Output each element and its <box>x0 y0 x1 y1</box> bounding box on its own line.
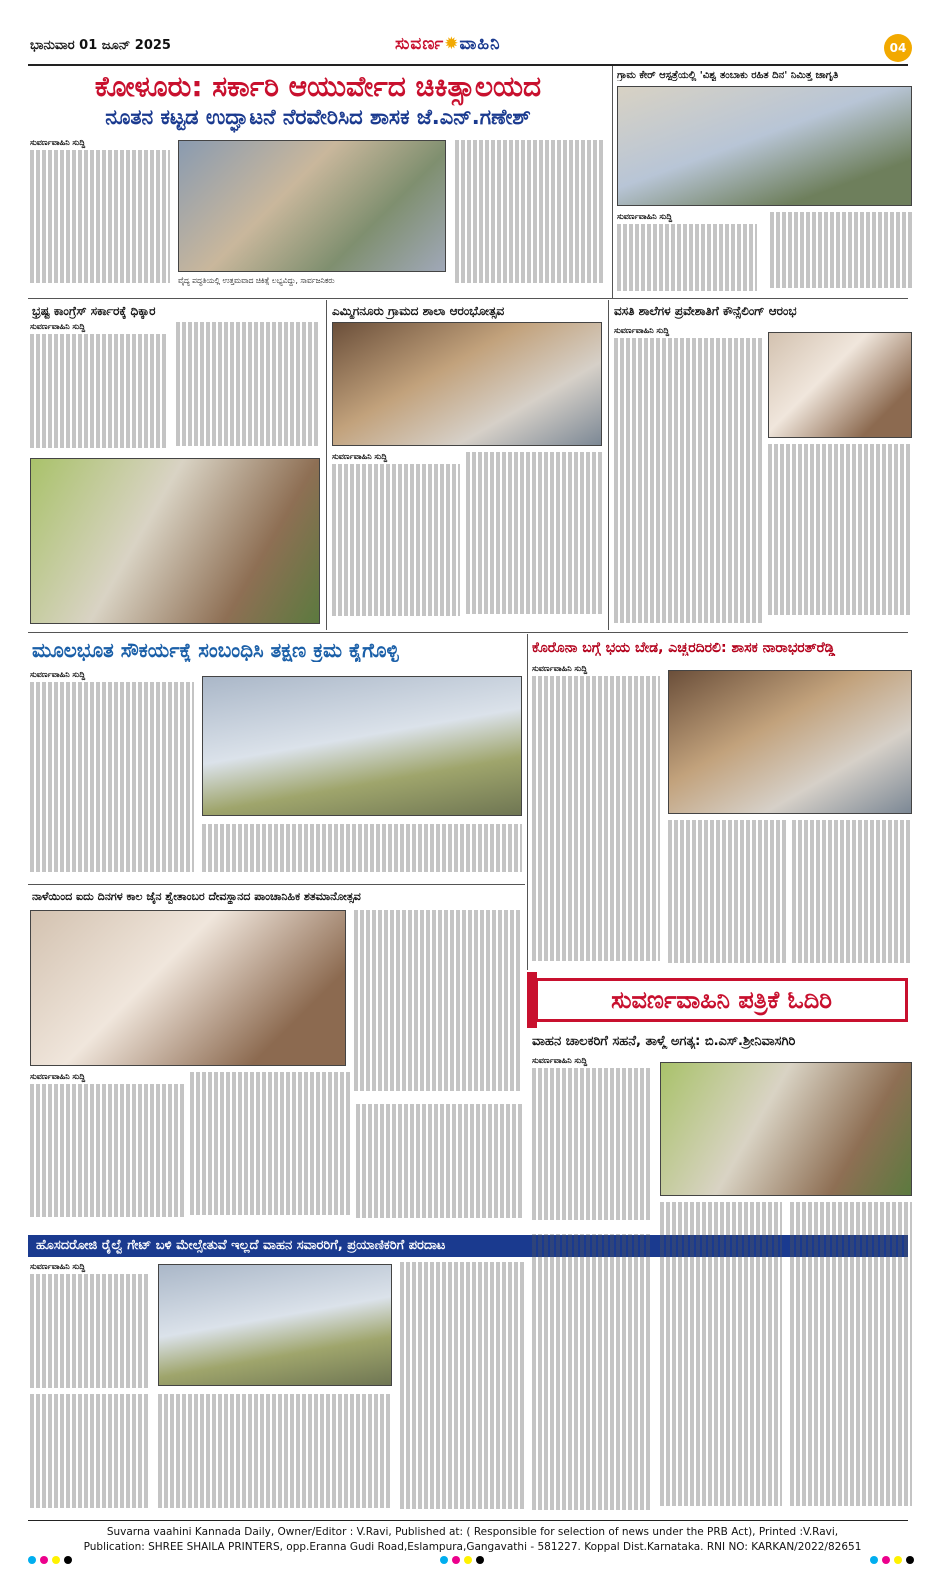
col-divider <box>326 300 327 630</box>
jain-text-col-right <box>354 910 522 1098</box>
drivers-photo <box>660 1062 912 1196</box>
jain-byline: ಸುವರ್ಣವಾಹಿನಿ ಸುದ್ದಿ <box>30 1072 86 1081</box>
logo-text-part2: ವಾಹಿನಿ <box>459 34 501 54</box>
registration-dots-center <box>440 1556 484 1566</box>
school-text-col1 <box>332 464 460 624</box>
congress-headline: ಭ್ರಷ್ಟ ಕಾಂಗ್ರೆಸ್ ಸರ್ಕಾರಕ್ಕೆ ಧಿಕ್ಕಾರ <box>32 304 156 318</box>
page-number-badge: 04 <box>884 34 912 62</box>
imprint-footer <box>0 1525 945 1555</box>
tobacco-text-col1 <box>617 224 757 294</box>
registration-dots-right <box>870 1556 914 1566</box>
railway-photo <box>158 1264 392 1386</box>
row-divider <box>28 632 908 633</box>
lead-photo-caption: ವೈದ್ಯ ಪದ್ಧತಿಯಲ್ಲಿ ಉತ್ತಮವಾದ ಚಿಕಿತ್ಸೆ ಲಭ್ಯವಿದ್ದು, ಸಾರ್ವಜನಿಕರು <box>178 276 335 285</box>
registration-dots-left <box>28 1556 72 1566</box>
lead-headline-line2: ನೂತನ ಕಟ್ಟಡ ಉದ್ಘಾಟನೆ ನೆರವೇರಿಸಿದ ಶಾಸಕ ಜೆ.ಎನ್.ಗಣೇಶ್ <box>105 105 531 129</box>
infra-photo <box>202 676 522 816</box>
drivers-byline: ಸುವರ್ಣವಾಹಿನಿ ಸುದ್ದಿ <box>532 1056 588 1065</box>
hostel-headline: ವಸತಿ ಶಾಲೆಗಳ ಪ್ರವೇಶಾತಿಗೆ ಕೌನ್ಸೆಲಿಂಗ್ ಆರಂಭ <box>614 304 797 318</box>
school-photo <box>332 322 602 446</box>
infra-byline: ಸುವರ್ಣವಾಹಿನಿ ಸುದ್ದಿ <box>30 670 86 679</box>
lead-photo <box>178 140 446 272</box>
hostel-photo <box>768 332 912 438</box>
row-divider <box>28 298 908 299</box>
logo-text-part1: ಸುವರ್ಣ <box>395 34 445 54</box>
sun-icon: ✹ <box>444 34 460 54</box>
tobacco-text-col2 <box>770 212 912 294</box>
col-divider <box>527 634 528 970</box>
drivers-text-col3 <box>660 1202 782 1516</box>
school-byline: ಸುವರ್ಣವಾಹಿನಿ ಸುದ್ದಿ <box>332 452 388 461</box>
issue-date: ಭಾನುವಾರ 01 ಜೂನ್ 2025 <box>30 38 171 53</box>
lead-headline-line1: ಕೋಳೂರು: ಸರ್ಕಾರಿ ಆಯುರ್ವೇದ ಚಿಕಿತ್ಸಾಲಯದ <box>94 70 542 103</box>
newspaper-logo <box>395 34 501 54</box>
congress-photo <box>30 458 320 624</box>
footer-rule <box>28 1520 908 1521</box>
tobacco-byline: ಸುವರ್ಣವಾಹಿನಿ ಸುದ್ದಿ <box>617 212 673 221</box>
corona-text-col1 <box>532 676 660 966</box>
imprint-line1: Suvarna vaahini Kannada Daily, Owner/Editor : V.Ravi, Published at: ( Responsible for selection of news under the PRB Act), Printed :V.Ravi, <box>106 1526 839 1538</box>
lead-text-col2 <box>455 140 605 290</box>
corona-text-col3 <box>792 820 912 966</box>
infra-text-col1 <box>30 682 194 878</box>
col-divider <box>608 300 609 630</box>
school-text-col2 <box>466 452 602 624</box>
railway-text-col2 <box>158 1394 392 1516</box>
col-divider <box>612 66 613 298</box>
row-divider <box>28 884 525 885</box>
railway-text-col1 <box>30 1274 150 1394</box>
promo-banner: ಸುವರ್ಣವಾಹಿನಿ ಪತ್ರಿಕೆ ಓದಿರಿ <box>535 978 908 1022</box>
jain-text-col2 <box>190 1072 350 1226</box>
hostel-text-col1 <box>614 338 762 624</box>
jain-photo <box>30 910 346 1066</box>
corona-headline: ಕೊರೊನಾ ಬಗ್ಗೆ ಭಯ ಬೇಡ, ಎಚ್ಚರದಿರಲಿ: ಶಾಸಕ ನಾರಾಭರತ್‌ರೆಡ್ಡಿ <box>532 640 836 656</box>
masthead <box>0 0 945 60</box>
lead-byline: ಸುವರ್ಣವಾಹಿನಿ ಸುದ್ದಿ <box>30 138 86 147</box>
infra-text-bottom <box>202 824 522 880</box>
railway-byline: ಸುವರ್ಣವಾಹಿನಿ ಸುದ್ದಿ <box>30 1262 86 1271</box>
lead-text-col1 <box>30 150 170 290</box>
masthead-rule <box>28 64 908 66</box>
drivers-text-col4 <box>790 1202 912 1516</box>
corona-text-col2 <box>668 820 786 966</box>
drivers-text-col2 <box>532 1234 652 1516</box>
railway-text-col1b <box>30 1394 150 1516</box>
imprint-line2: Publication: SHREE SHAILA PRINTERS, opp.Eranna Gudi Road,Eslampura,Gangavathi - 581227. Koppal Dist.Karnataka. RNI NO: KARKAN/2022/82651 <box>83 1541 862 1553</box>
jain-text-col1 <box>30 1084 184 1226</box>
congress-text-col2 <box>176 322 320 452</box>
school-headline: ಎಮ್ಮಿಗನೂರು ಗ್ರಾಮದ ಶಾಲಾ ಆರಂಭೋತ್ಸವ <box>332 304 505 318</box>
tobacco-photo <box>617 86 912 206</box>
tobacco-headline: ಗ್ರಾಮ ಕೇರ್ ಆಸ್ಪತ್ರೆಯಲ್ಲಿ 'ವಿಶ್ವ ತಂಬಾಕು ರಹಿತ ದಿನ' ನಿಮಿತ್ತ ಜಾಗೃತಿ <box>617 70 839 81</box>
railway-headline-bar: ಹೊಸದರೋಜಿ ರೈಲ್ವೆ ಗೇಟ್ ಬಳಿ ಮೇಲ್ಸೇತುವೆ ಇಲ್ಲದೆ ವಾಹನ ಸವಾರರಿಗೆ, ಪ್ರಯಾಣಿಕರಿಗೆ ಪರದಾಟ <box>28 1235 908 1257</box>
corona-byline: ಸುವರ್ಣವಾಹಿನಿ ಸುದ್ದಿ <box>532 664 588 673</box>
drivers-headline: ವಾಹನ ಚಾಲಕರಿಗೆ ಸಹನೆ, ತಾಳ್ಮೆ ಅಗತ್ಯ: ಬಿ.ಎಸ್.ಶ್ರೀನಿವಾಸಗಿರಿ <box>532 1034 796 1049</box>
corona-photo <box>668 670 912 814</box>
drivers-text-col1 <box>532 1068 652 1228</box>
jain-headline: ನಾಳೆಯಿಂದ ಐದು ದಿನಗಳ ಕಾಲ ಜೈನ ಶ್ವೇತಾಂಬರ ದೇವಸ್ಥಾನದ ಪಾಂಚಾನಿಹಿಕ ಶತಮಾನೋತ್ಸವ <box>32 890 361 903</box>
congress-byline: ಸುವರ್ಣವಾಹಿನಿ ಸುದ್ದಿ <box>30 322 86 331</box>
congress-text-col1 <box>30 334 168 452</box>
railway-text-col3 <box>400 1262 524 1516</box>
infra-headline: ಮೂಲಭೂತ ಸೌಕರ್ಯಕ್ಕೆ ಸಂಬಂಧಿಸಿ ತಕ್ಷಣ ಕ್ರಮ ಕೈಗೊಳ್ಳಿ <box>32 638 399 662</box>
hostel-byline: ಸುವರ್ಣವಾಹಿನಿ ಸುದ್ದಿ <box>614 326 670 335</box>
jain-text-col3 <box>356 1104 522 1226</box>
hostel-text-col2 <box>768 444 912 624</box>
